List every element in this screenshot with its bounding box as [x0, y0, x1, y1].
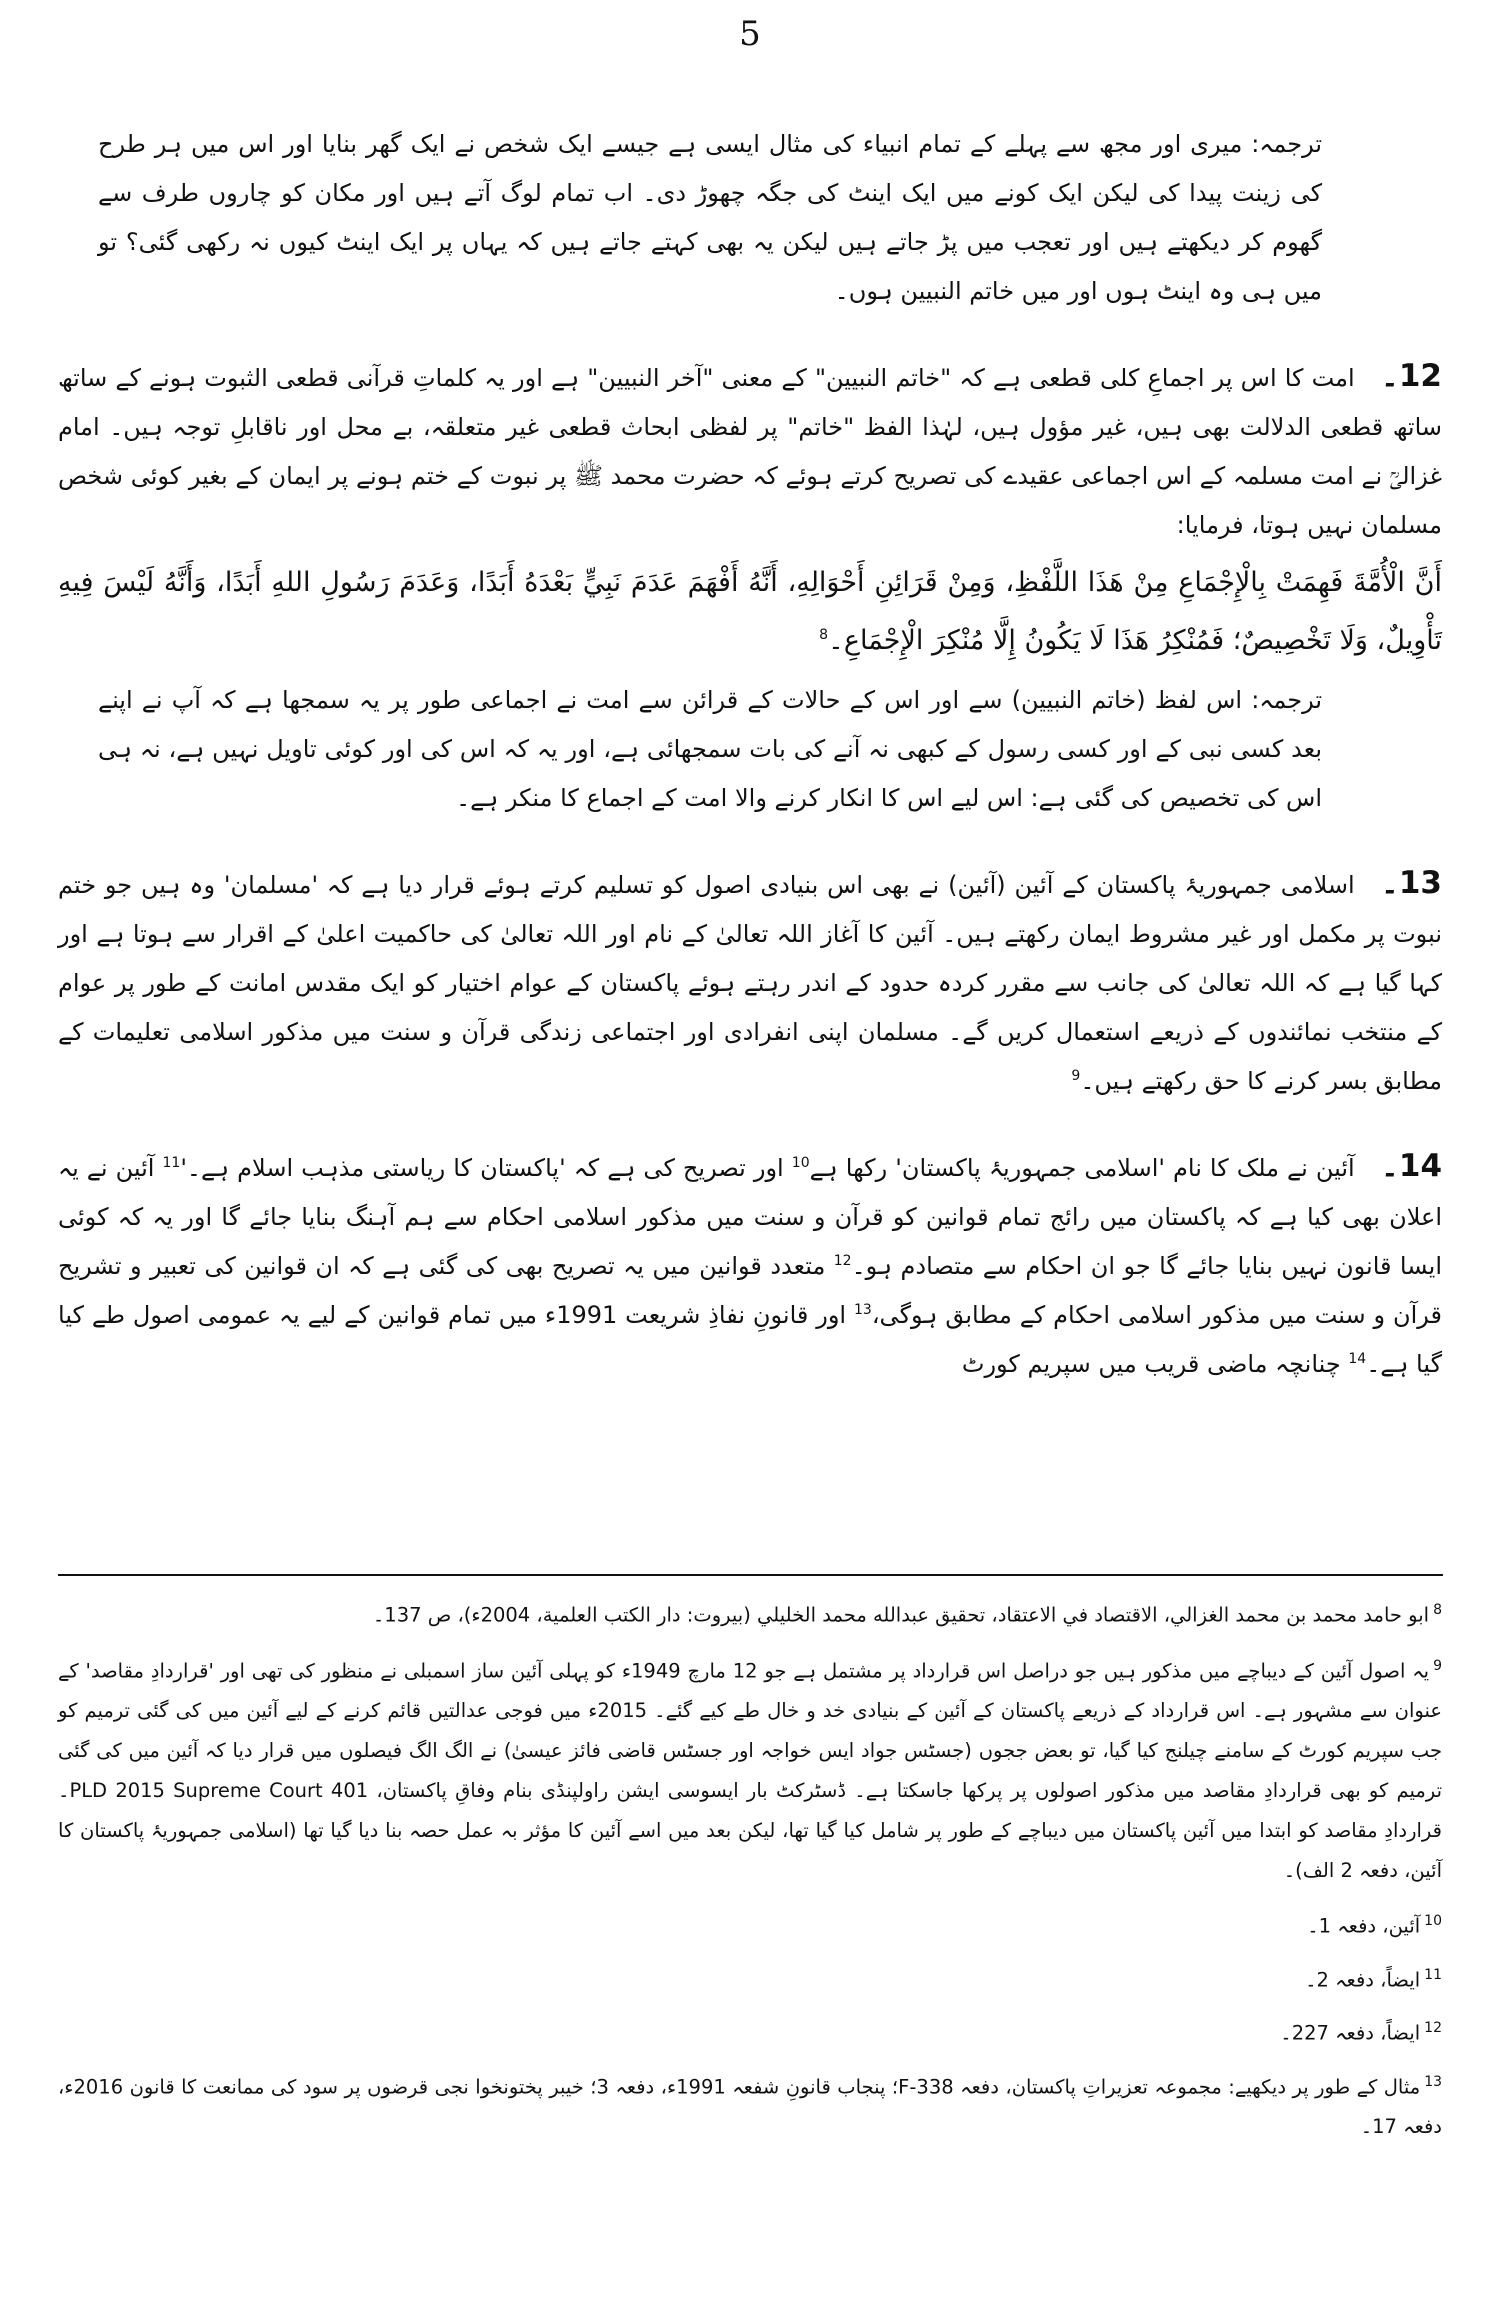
- footnote-9: [58, 1646, 1442, 1892]
- footnote-divider: [58, 1574, 1443, 1576]
- paragraph-number: 12۔: [1380, 358, 1442, 394]
- paragraph-text: آئین نے ملک کا نام 'اسلامی جمہوریۂ پاکستان' رکھا ہے: [809, 1154, 1355, 1182]
- page-number: 5: [739, 14, 761, 54]
- footnote-number: 10: [1424, 1913, 1442, 1929]
- footnote-11: [58, 1955, 1442, 2001]
- footnote-text: مثال کے طور پر دیکھیے: مجموعہ تعزیراتِ پاکستان، دفعہ 338-F؛ پنجاب قانونِ شفعہ 1991ء، دفعہ 3؛ خیبر پختونخوا نجی قرضوں پر سود کی ممانعت کا قانون 2016ء، دفعہ 17۔: [58, 2075, 1442, 2138]
- footnote-text: ایضاً، دفعہ 2۔: [1305, 1968, 1421, 1991]
- footnote-number: 8: [1433, 1602, 1442, 1618]
- paragraph-number: 13۔: [1380, 865, 1442, 901]
- paragraph-text: اور قانونِ نفاذِ شریعت 1991ء میں تمام قوانین کے لیے یہ عمومی اصول طے کیا گیا ہے۔: [58, 1301, 1442, 1378]
- footnote-number: 13: [1424, 2073, 1443, 2090]
- paragraph-13: [58, 859, 1442, 1106]
- paragraph-text: متعدد قوانین میں یہ تصریح بھی کی گئی ہے کہ ان قوانین کی تعبیر و تشریح قرآن و سنت میں مذکور اسلامی احکام کے مطابق ہوگی،: [58, 1252, 1442, 1329]
- footnote-ref[interactable]: 10: [791, 1155, 810, 1171]
- footnote-text: ایضاً، دفعہ 227۔: [1280, 2021, 1421, 2045]
- paragraph-14: [58, 1142, 1442, 1389]
- arabic-quote-translation: ترجمہ: اس لفظ (خاتم النبیین) سے اور اس کے حالات کے قرائن سے امت نے اجماعی طور پر یہ سمجھا ہے کہ آپ نے اپنے بعد کسی نبی کے اور کسی رسول کے کبھی نہ آنے کی بات سمجھائی ہے، اور یہ کہ اس کی اور کوئی تاویل نہیں ہے، نہ ہی اس کی تخصیص کی گئی ہے: اس لیے اس کا انکار کرنے والا امت کے اجماع کا منکر ہے۔: [98, 686, 1322, 812]
- footnote-ref[interactable]: 12: [833, 1253, 852, 1269]
- footnote-10: [58, 1901, 1442, 1947]
- arabic-quote: [58, 554, 1442, 670]
- footnote-ref[interactable]: 9: [1071, 1068, 1081, 1084]
- footnote-ref[interactable]: 11: [162, 1155, 181, 1171]
- footnote-text: یہ اصول آئین کے دیباچے میں مذکور ہیں جو دراصل اس قرارداد پر مشتمل ہے جو 12 مارچ 1949ء کو پہلی آئین ساز اسمبلی نے منظور کی تھی اور 'قراردادِ مقاصد' کے عنوان سے مشہور ہے۔ اس قرارداد کے ذریعے پاکستان کے آئین کے بنیادی خد و خال طے کیے گئے۔ 2015ء میں فوجی عدالتیں قائم کرنے کے لیے آئین میں کی گئی ترمیم کو جب سپریم کورٹ کے سامنے چیلنج کیا گیا، تو بعض ججوں (جسٹس جواد ایس خواجہ اور جسٹس قاضی فائز عیسیٰ) نے الگ الگ فیصلوں میں قرار دیا کہ آئین میں کی گئی ترمیم کو بھی قراردادِ مقاصد میں مذکور اصولوں پر پرکھا جاسکتا ہے۔ ڈسٹرکٹ بار ایسوسی ایشن راولپنڈی بنام وفاقِ پاکستان، PLD 2015 Supreme Court 401۔ قراردادِ مقاصد کو ابتدا میں آئین پاکستان میں دیباچے کے طور پر شامل کیا گیا تھا، لیکن بعد میں اسے آئین کا مؤثر بہ عمل حصہ بنا دیا گیا تھا (اسلامی جمہوریۂ پاکستان کا آئین، دفعہ 2 الف)۔: [58, 1659, 1442, 1882]
- footnote-text: آئین، دفعہ 1۔: [1307, 1914, 1421, 1938]
- footnote-ref[interactable]: 8: [819, 627, 829, 643]
- arabic-quote-text: أَنَّ الْأُمَّةَ فَهِمَتْ بِالْإِجْمَاعِ مِنْ هَذَا اللَّفْظِ، وَمِنْ قَرَائِنِ أَحْوَالِهِ، أَنَّهُ أَفْهَمَ عَدَمَ نَبِيٍّ بَعْدَهُ أَبَدًا، وَعَدَمَ رَسُولِ اللهِ أَبَدًا، وَأَنَّهُ لَيْسَ فِيهِ تَأْوِيلٌ، وَلَا تَخْصِيصٌ؛ فَمُنْكِرُ هَذَا لَا يَكُونُ إِلَّا مُنْكِرَ الْإِجْمَاعِ۔: [58, 567, 1442, 656]
- footnote-text: ابو حامد محمد بن محمد الغزالي، الاقتصاد في الاعتقاد، تحقيق عبدالله محمد الخليلي (بيروت: دار الكتب العلمية، 2004ء)، ص 137۔: [372, 1603, 1430, 1627]
- footnote-number: 11: [1424, 1966, 1442, 1983]
- body-text: [58, 120, 1442, 1389]
- paragraph-text: اور تصریح کی ہے کہ 'پاکستان کا ریاستی مذہب اسلام ہے۔': [180, 1154, 792, 1182]
- footnote-number: 12: [1424, 2020, 1442, 2036]
- footnote-ref[interactable]: 13: [853, 1302, 872, 1318]
- paragraph-text: چنانچہ ماضی قریب میں سپریم کورٹ: [961, 1350, 1349, 1378]
- footnote-number: 9: [1433, 1657, 1442, 1674]
- footnote-12: [58, 2008, 1442, 2054]
- paragraph-number: 14۔: [1380, 1148, 1443, 1184]
- footnote-13: [58, 2062, 1442, 2148]
- hadith-translation: ترجمہ: میری اور مجھ سے پہلے کے تمام انبیاء کی مثال ایسی ہے جیسے ایک شخص نے ایک گھر بنایا اور اس میں ہر طرح کی زینت پیدا کی لیکن ایک کونے میں ایک اینٹ کی جگہ چھوڑ دی۔ اب تمام لوگ آتے ہیں اور مکان کو چاروں طرف سے گھوم کر دیکھتے ہیں اور تعجب میں پڑ جاتے ہیں لیکن یہ بھی کہتے جاتے ہیں کہ یہاں پر ایک اینٹ کیوں نہ رکھی گئی؟ تو میں ہی وہ اینٹ ہوں اور میں خاتم النبیین ہوں۔: [98, 130, 1322, 305]
- footnote-ref[interactable]: 14: [1348, 1351, 1367, 1367]
- paragraph-text: امت کا اس پر اجماعِ کلی قطعی ہے کہ "خاتم النبیین" کے معنی "آخر النبیین" ہے اور یہ کلماتِ قرآنی قطعی الثبوت ہونے کے ساتھ ساتھ قطعی الدلالت بھی ہیں، غیر مؤول ہیں، لہٰذا الفظ "خاتم" پر لفظی ابحاث قطعی غیر متعلقہ، بے محل اور ناقابلِ توجہ ہیں۔ امام غزالیؒ نے امت مسلمہ کے اس اجماعی عقیدے کی تصریح کرتے ہوئے کہ حضرت محمد ﷺ پر نبوت کے ختم ہونے پر ایمان کے بغیر کوئی شخص مسلمان نہیں ہوتا، فرمایا:: [58, 364, 1442, 539]
- paragraph-text: آئین نے یہ اعلان بھی کیا ہے کہ پاکستان میں رائج تمام قوانین کو قرآن و سنت میں مذکور اسلامی احکام سے ہم آہنگ بنایا جائے گا اور یہ کہ کوئی ایسا قانون نہیں بنایا جائے گا جو ان احکام سے متصادم ہو۔: [58, 1154, 1442, 1280]
- paragraph-text: اسلامی جمہوریۂ پاکستان کے آئین (آئین) نے بھی اس بنیادی اصول کو تسلیم کرتے ہوئے قرار دیا ہے کہ 'مسلمان' وہ ہیں جو ختم نبوت پر مکمل اور غیر مشروط ایمان رکھتے ہیں۔ آئین کا آغاز اللہ تعالیٰ کے نام اور اللہ تعالیٰ کی حاکمیت اعلیٰ کے اقرار سے ہوتا ہے اور کہا گیا ہے کہ اللہ تعالیٰ کی جانب سے مقرر کردہ حدود کے اندر رہتے ہوئے پاکستان کے عوام اختیار کو ایک مقدس امانت کے طور پر عوام کے منتخب نمائندوں کے ذریعے استعمال کریں گے۔ مسلمان اپنی انفرادی اور اجتماعی زندگی قرآن و سنت میں مذکور اسلامی تعلیمات کے مطابق بسر کرنے کا حق رکھتے ہیں۔: [58, 871, 1442, 1095]
- paragraph-12: [58, 352, 1442, 550]
- footnotes: [58, 1590, 1442, 2157]
- footnote-8: [58, 1590, 1442, 1636]
